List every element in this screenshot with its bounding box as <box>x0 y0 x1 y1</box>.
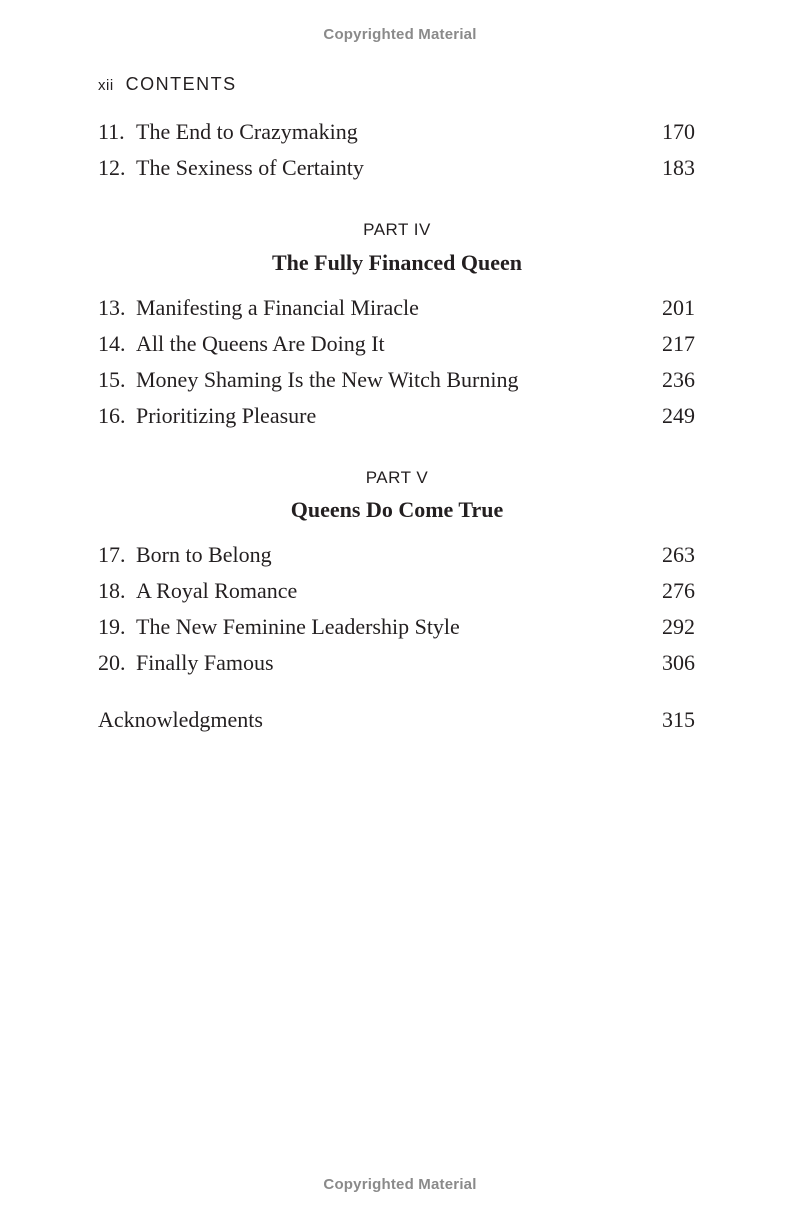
chapter-title: Finally Famous <box>136 650 274 675</box>
page-number: 306 <box>662 650 695 675</box>
toc-entry[interactable] <box>98 153 695 183</box>
toc-entry[interactable] <box>98 612 695 642</box>
toc-entry[interactable] <box>98 365 695 395</box>
running-head-title: CONTENTS <box>125 74 237 94</box>
part-v-title: Queens Do Come True <box>290 497 504 522</box>
page-number: 217 <box>662 331 695 356</box>
chapter-title: Money Shaming Is the New Witch Burning <box>136 367 519 392</box>
page-number: 249 <box>662 403 695 428</box>
chapter-number: 13. <box>98 295 126 320</box>
chapter-number: 11. <box>98 119 125 144</box>
page-number: 276 <box>662 578 695 603</box>
toc-entry[interactable] <box>98 329 695 359</box>
chapter-title: The New Feminine Leadership Style <box>136 614 460 639</box>
page-number: 183 <box>662 155 695 180</box>
page-folio: xii <box>98 77 114 94</box>
chapter-title: Manifesting a Financial Miracle <box>136 295 419 320</box>
back-matter-title: Acknowledgments <box>98 707 263 732</box>
chapter-number: 17. <box>98 542 126 567</box>
chapter-number: 18. <box>98 578 126 603</box>
running-head <box>98 74 237 95</box>
chapter-number: 20. <box>98 650 126 675</box>
copyright-watermark-top: Copyrighted Material <box>323 26 477 43</box>
chapter-title: The Sexiness of Certainty <box>136 155 364 180</box>
part-iv-label: PART IV <box>363 220 431 239</box>
toc-entry[interactable] <box>98 648 695 678</box>
page-number: 292 <box>662 614 695 639</box>
page-number: 263 <box>662 542 695 567</box>
page-number: 236 <box>662 367 695 392</box>
chapter-number: 14. <box>98 331 126 356</box>
page-number: 201 <box>662 295 695 320</box>
chapter-title: All the Queens Are Doing It <box>136 331 385 356</box>
chapter-number: 16. <box>98 403 126 428</box>
chapter-number: 15. <box>98 367 126 392</box>
page-number: 170 <box>662 119 695 144</box>
toc-entry[interactable] <box>98 540 695 570</box>
chapter-title: Prioritizing Pleasure <box>136 403 317 428</box>
toc-entry[interactable] <box>98 401 695 431</box>
chapter-number: 19. <box>98 614 126 639</box>
toc-entry[interactable] <box>98 117 695 147</box>
part-iv-title: The Fully Financed Queen <box>272 250 522 275</box>
toc-entry-acknowledgments[interactable] <box>98 705 695 735</box>
chapter-title: The End to Crazymaking <box>136 119 358 144</box>
part-v-label: PART V <box>365 468 429 487</box>
chapter-title: Born to Belong <box>136 542 272 567</box>
copyright-watermark-bottom: Copyrighted Material <box>323 1176 477 1193</box>
chapter-title: A Royal Romance <box>136 578 298 603</box>
page-number: 315 <box>662 707 695 732</box>
chapter-number: 12. <box>98 155 126 180</box>
toc-entry[interactable] <box>98 576 695 606</box>
toc-entry[interactable] <box>98 293 695 323</box>
